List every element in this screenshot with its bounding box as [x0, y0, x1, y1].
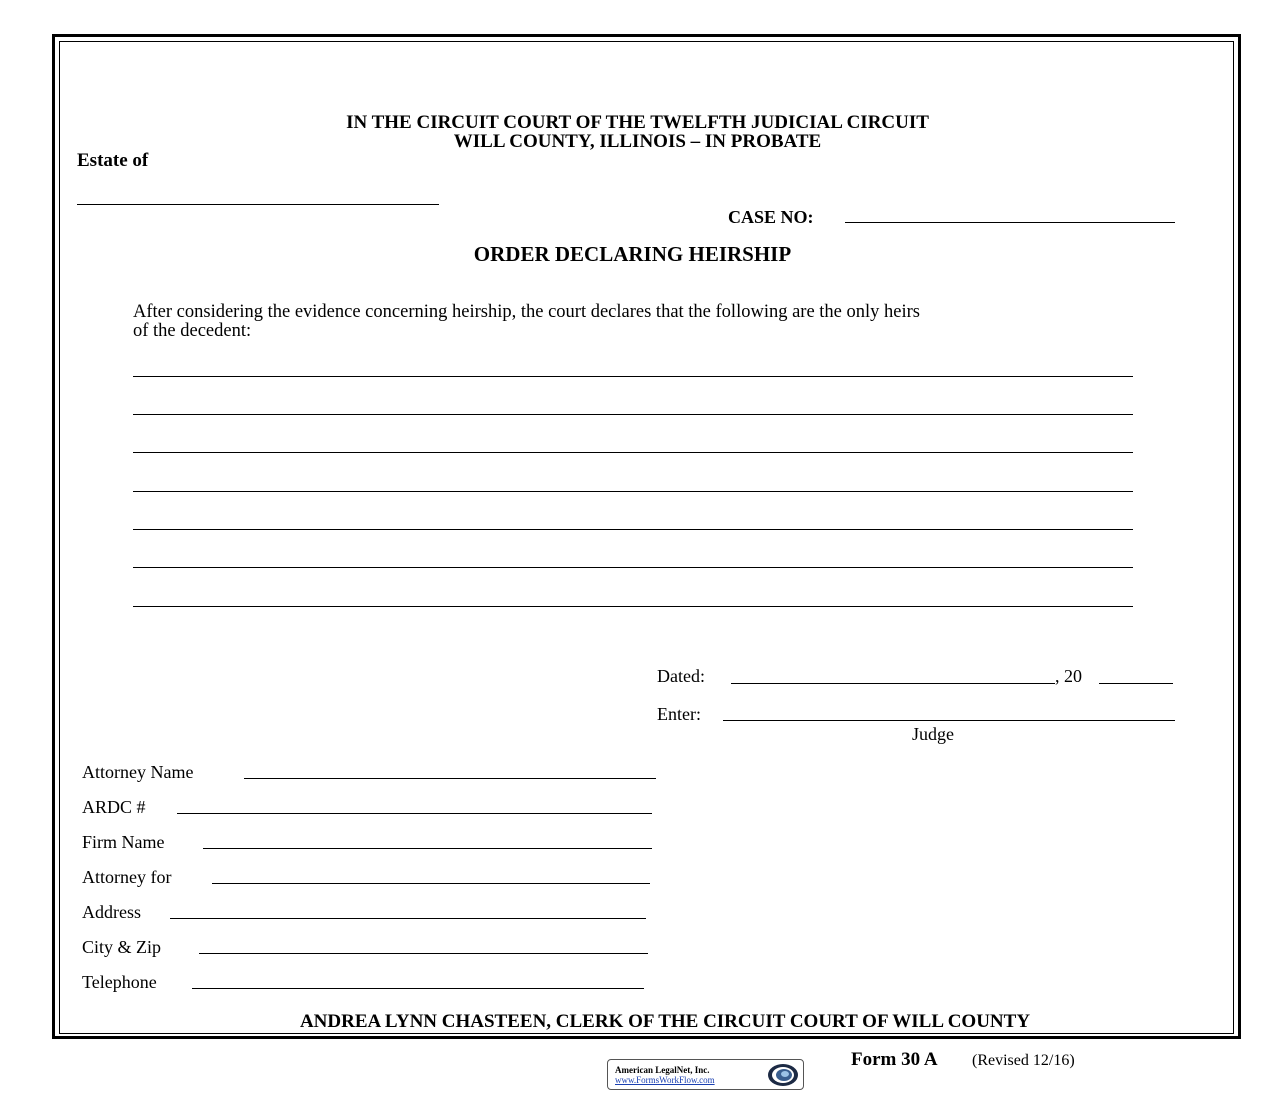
- firm-name-field[interactable]: [203, 848, 652, 849]
- telephone-label: Telephone: [82, 972, 157, 992]
- form-number: Form 30 A: [851, 1049, 938, 1070]
- judge-signature-field[interactable]: [723, 720, 1175, 721]
- heir-line-4[interactable]: [133, 491, 1133, 492]
- form-revised: (Revised 12/16): [972, 1052, 1075, 1069]
- attorney-for-label: Attorney for: [82, 867, 172, 887]
- dated-label: Dated:: [657, 666, 705, 686]
- case-no-field[interactable]: [845, 222, 1175, 223]
- page-title: ORDER DECLARING HEIRSHIP: [473, 242, 792, 266]
- telephone-field[interactable]: [192, 988, 644, 989]
- heir-line-6[interactable]: [133, 567, 1133, 568]
- body-text-line1: After considering the evidence concerning heirship, the court declares that the following are the only heirs: [133, 302, 920, 322]
- attorney-name-field[interactable]: [244, 778, 656, 779]
- ardc-field[interactable]: [177, 813, 652, 814]
- logo-company-name: American LegalNet, Inc.: [615, 1065, 710, 1075]
- attorney-for-field[interactable]: [212, 883, 650, 884]
- heir-line-1[interactable]: [133, 376, 1133, 377]
- estate-name-field[interactable]: [77, 204, 439, 205]
- heir-line-5[interactable]: [133, 529, 1133, 530]
- address-label: Address: [82, 902, 141, 922]
- year-field[interactable]: [1099, 683, 1173, 684]
- address-field[interactable]: [170, 918, 646, 919]
- logo-url-link[interactable]: www.FormsWorkFlow.com: [615, 1075, 715, 1085]
- heir-line-3[interactable]: [133, 452, 1133, 453]
- attorney-name-label: Attorney Name: [82, 762, 194, 782]
- document-border-inner: [59, 41, 1234, 1034]
- body-text-line2: of the decedent:: [133, 321, 252, 341]
- american-legalnet-logo[interactable]: [607, 1059, 804, 1090]
- heir-line-2[interactable]: [133, 414, 1133, 415]
- globe-icon: [766, 1062, 800, 1088]
- year-prefix: , 20: [1055, 666, 1082, 686]
- case-no-label: CASE NO:: [728, 207, 814, 227]
- court-header-line1: IN THE CIRCUIT COURT OF THE TWELFTH JUDICIAL CIRCUIT: [346, 112, 929, 133]
- firm-name-label: Firm Name: [82, 832, 165, 852]
- clerk-line: ANDREA LYNN CHASTEEN, CLERK OF THE CIRCUIT COURT OF WILL COUNTY: [299, 1011, 1031, 1032]
- city-zip-label: City & Zip: [82, 937, 162, 957]
- heir-line-7[interactable]: [133, 606, 1133, 607]
- ardc-label: ARDC #: [82, 797, 146, 817]
- city-zip-field[interactable]: [199, 953, 648, 954]
- estate-label: Estate of: [77, 150, 149, 171]
- enter-label: Enter:: [657, 704, 701, 724]
- court-header-line2: WILL COUNTY, ILLINOIS – IN PROBATE: [453, 131, 822, 152]
- judge-label: Judge: [912, 724, 954, 744]
- dated-field[interactable]: [731, 683, 1055, 684]
